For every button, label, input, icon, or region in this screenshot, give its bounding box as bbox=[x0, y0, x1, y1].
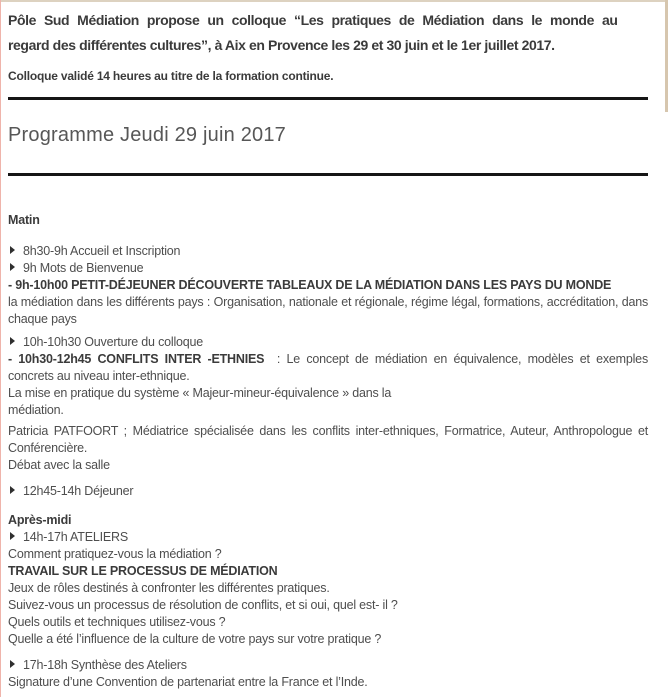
triangle-bullet-icon bbox=[10, 532, 15, 540]
schedule-item-text: 17h-18h Synthèse des Ateliers bbox=[23, 658, 187, 672]
breakfast-session-title: - 9h-10h00 PETIT-DÉJEUNER DÉCOUVERTE TABLEAUX DE LA MÉDIATION DANS LES PAYS DU MONDE bbox=[8, 278, 612, 292]
section-heading-apres-midi: Après-midi bbox=[8, 513, 72, 527]
triangle-bullet-icon bbox=[10, 246, 15, 254]
breakfast-session-description: la médiation dans les différents pays : Organisation, nationale et régionale, régime légal, formations, accréditation, dans chaque pays bbox=[8, 295, 648, 326]
schedule-item-text: 10h-10h30 Ouverture du colloque bbox=[23, 335, 204, 349]
schedule-item-ouverture bbox=[8, 334, 648, 351]
schedule-item-accueil bbox=[8, 243, 648, 260]
workshop-line1: Jeux de rôles destinés à confronter les différentes pratiques. bbox=[8, 581, 330, 595]
intro-title bbox=[8, 8, 648, 58]
debat-line: Débat avec la salle bbox=[8, 458, 110, 472]
schedule-item-text: 8h30-9h Accueil et Inscription bbox=[23, 244, 181, 258]
validation-note: Colloque validé 14 heures au titre de la formation continue. bbox=[8, 69, 334, 83]
section-rule-top bbox=[8, 97, 648, 100]
schedule-item-text: 14h-17h ATELIERS bbox=[23, 530, 128, 544]
workshop-line2: Suivez-vous un processus de résolution de conflits, et si oui, quel est- il ? bbox=[8, 598, 398, 612]
section-rule-bottom bbox=[8, 173, 648, 176]
workshop-line4: Quelle a été l’influence de la culture de votre pays sur votre pratique ? bbox=[8, 632, 382, 646]
workshop-line3: Quels outils et techniques utilisez-vous ? bbox=[8, 615, 226, 629]
schedule-item-bienvenue bbox=[8, 260, 648, 277]
conflits-session-description: : Le concept de médiation en équivalence, modèles et exemples concrets au niveau inter-ethnique. bbox=[8, 352, 648, 383]
signature-line: Signature d’une Convention de partenariat entre la France et l’Inde. bbox=[8, 675, 368, 689]
intro-title-line2: regard des différentes cultures”, à Aix en Provence les 29 et 30 juin et le 1er juillet 2017. bbox=[8, 37, 555, 53]
schedule-item-synthese bbox=[8, 657, 648, 674]
pratique-line2: médiation. bbox=[8, 403, 64, 417]
intro-title-line1: Pôle Sud Médiation propose un colloque “Les pratiques de Médiation dans le monde au bbox=[8, 12, 618, 28]
triangle-bullet-icon bbox=[10, 337, 15, 345]
schedule-item-ateliers bbox=[8, 529, 648, 546]
left-edge-line bbox=[0, 0, 1, 697]
schedule-item-text: 12h45-14h Déjeuner bbox=[23, 484, 134, 498]
top-edge-line bbox=[0, 0, 668, 2]
section-heading-matin: Matin bbox=[8, 213, 40, 227]
pratique-line1: La mise en pratique du système « Majeur-mineur-équivalence » dans la bbox=[8, 386, 392, 400]
speaker-description: Patricia PATFOORT ; Médiatrice spécialisée dans les conflits inter-ethniques, Formatrice, Auteur, Anthropologue et Conférencière. bbox=[8, 424, 648, 455]
schedule-item-text: 9h Mots de Bienvenue bbox=[23, 261, 144, 275]
triangle-bullet-icon bbox=[10, 660, 15, 668]
workshop-title: TRAVAIL SUR LE PROCESSUS DE MÉDIATION bbox=[8, 564, 278, 578]
conflits-session bbox=[8, 351, 648, 385]
schedule-item-dejeuner bbox=[8, 483, 648, 500]
workshop-question-intro: Comment pratiquez-vous la médiation ? bbox=[8, 547, 222, 561]
triangle-bullet-icon bbox=[10, 486, 15, 494]
triangle-bullet-icon bbox=[10, 263, 15, 271]
conflits-session-title: - 10h30-12h45 CONFLITS INTER -ETHNIES bbox=[8, 352, 265, 366]
program-title: Programme Jeudi 29 juin 2017 bbox=[8, 124, 286, 146]
